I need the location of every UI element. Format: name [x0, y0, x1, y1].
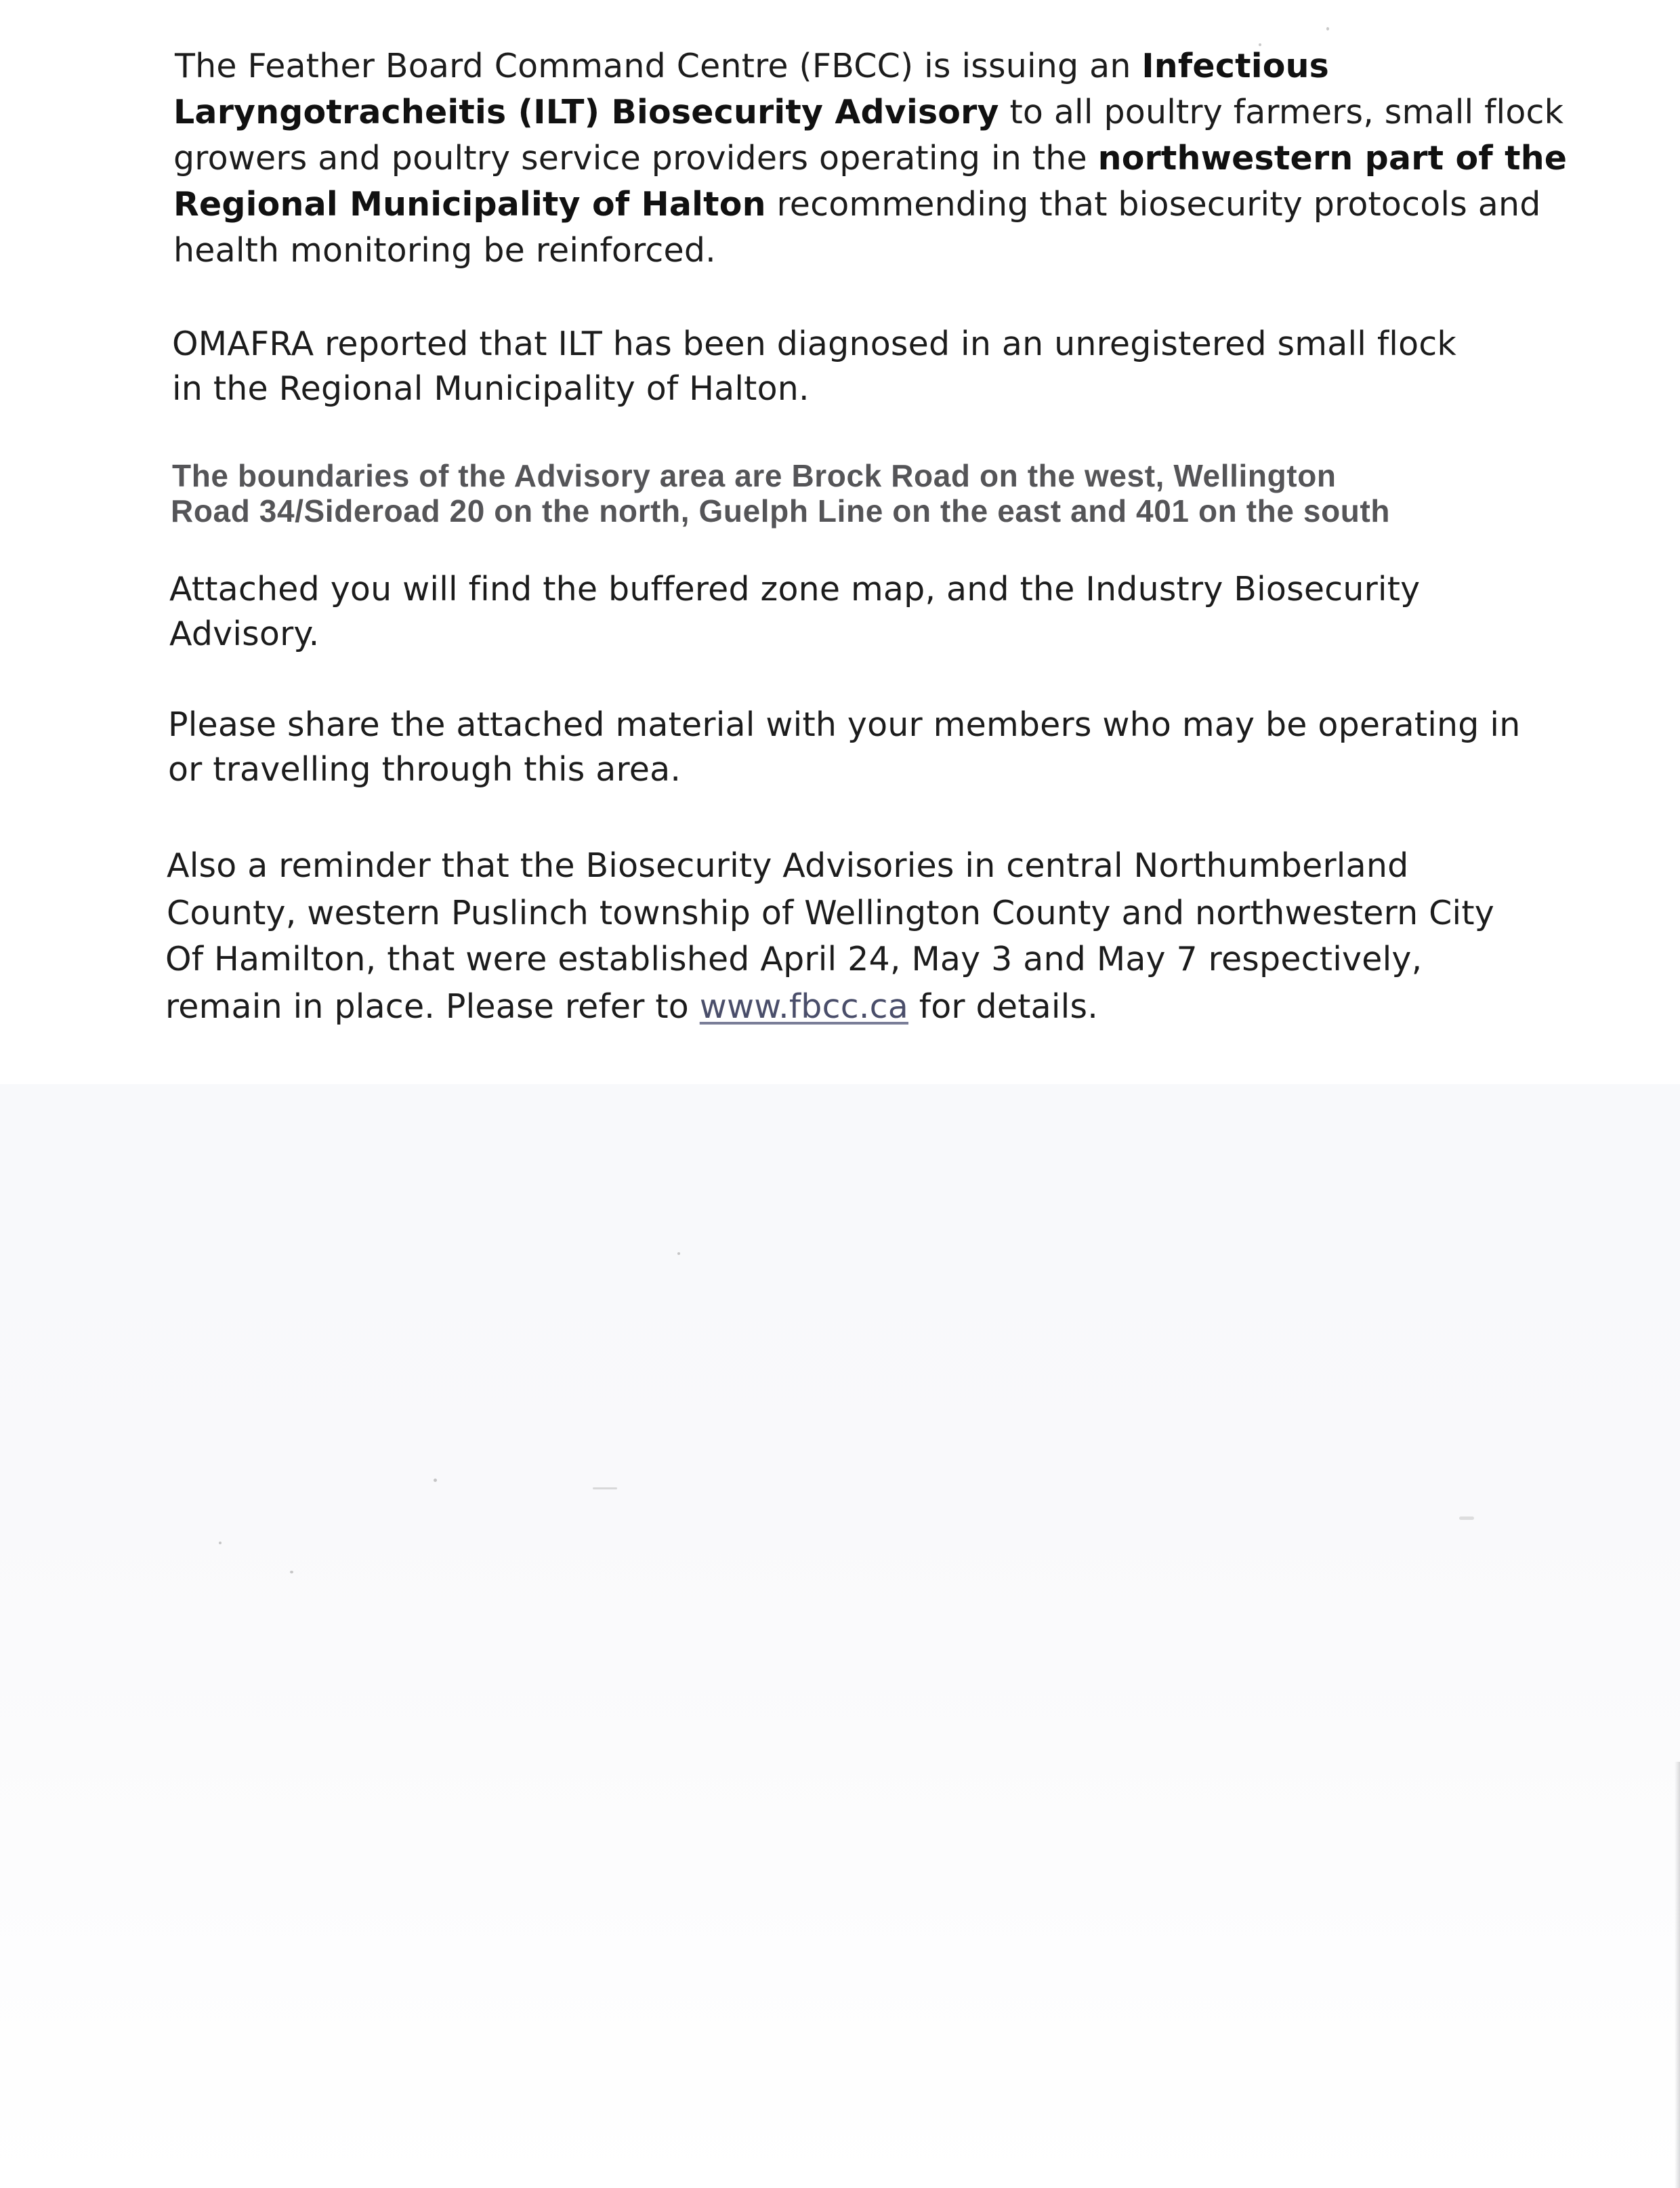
scan-background-lower	[0, 1084, 1680, 2188]
text-line	[173, 138, 1567, 179]
text-span: to all poultry farmers, small flock	[999, 93, 1564, 131]
text-line	[165, 987, 1098, 1027]
scan-speck	[593, 1487, 617, 1489]
scan-speck	[219, 1542, 222, 1544]
bold-text: Regional Municipality of Halton	[173, 185, 766, 224]
scan-speck	[677, 1252, 680, 1255]
text-line: OMAFRA reported that ILT has been diagnosed in an unregistered small flock	[172, 325, 1457, 363]
text-line: County, western Puslinch township of Wellington County and northwestern City	[167, 894, 1494, 932]
text-line: in the Regional Municipality of Halton.	[172, 369, 810, 408]
text-span: for details.	[908, 987, 1098, 1026]
text-span: The Feather Board Command Centre (FBCC) is issuing an	[175, 47, 1142, 85]
text-line: Please share the attached material with your members who may be operating in	[168, 705, 1521, 744]
text-line	[173, 184, 1541, 225]
scan-edge-shadow	[1675, 1762, 1680, 2188]
text-span: remain in place. Please refer to	[165, 987, 700, 1026]
text-line	[173, 92, 1563, 133]
text-span: recommending that biosecurity protocols and	[765, 185, 1541, 224]
bold-text: northwestern part of the	[1097, 139, 1568, 178]
bold-text: Infectious	[1141, 47, 1330, 85]
scan-speck	[434, 1479, 437, 1482]
text-line: Advisory.	[169, 615, 320, 653]
text-line: health monitoring be reinforced.	[173, 231, 716, 270]
text-span: growers and poultry service providers operating in the	[173, 139, 1098, 178]
scan-speck	[1459, 1516, 1474, 1520]
advisory-document	[0, 0, 1680, 1084]
text-line: or travelling through this area.	[168, 750, 681, 789]
text-line: Attached you will find the buffered zone map, and the Industry Biosecurity	[169, 570, 1421, 608]
text-line	[175, 46, 1329, 87]
bold-text: Laryngotracheitis (ILT) Biosecurity Advisory	[173, 93, 999, 131]
text-line: The boundaries of the Advisory area are Brock Road on the west, Wellington	[172, 458, 1337, 493]
text-line: Of Hamilton, that were established April 24, May 3 and May 7 respectively,	[165, 940, 1423, 978]
scan-speck	[290, 1571, 293, 1573]
fbcc-website-link[interactable]: www.fbcc.ca	[699, 987, 909, 1026]
text-line: Also a reminder that the Biosecurity Advisories in central Northumberland	[167, 846, 1409, 885]
text-line: Road 34/Sideroad 20 on the north, Guelph Line on the east and 401 on the south	[171, 493, 1391, 529]
